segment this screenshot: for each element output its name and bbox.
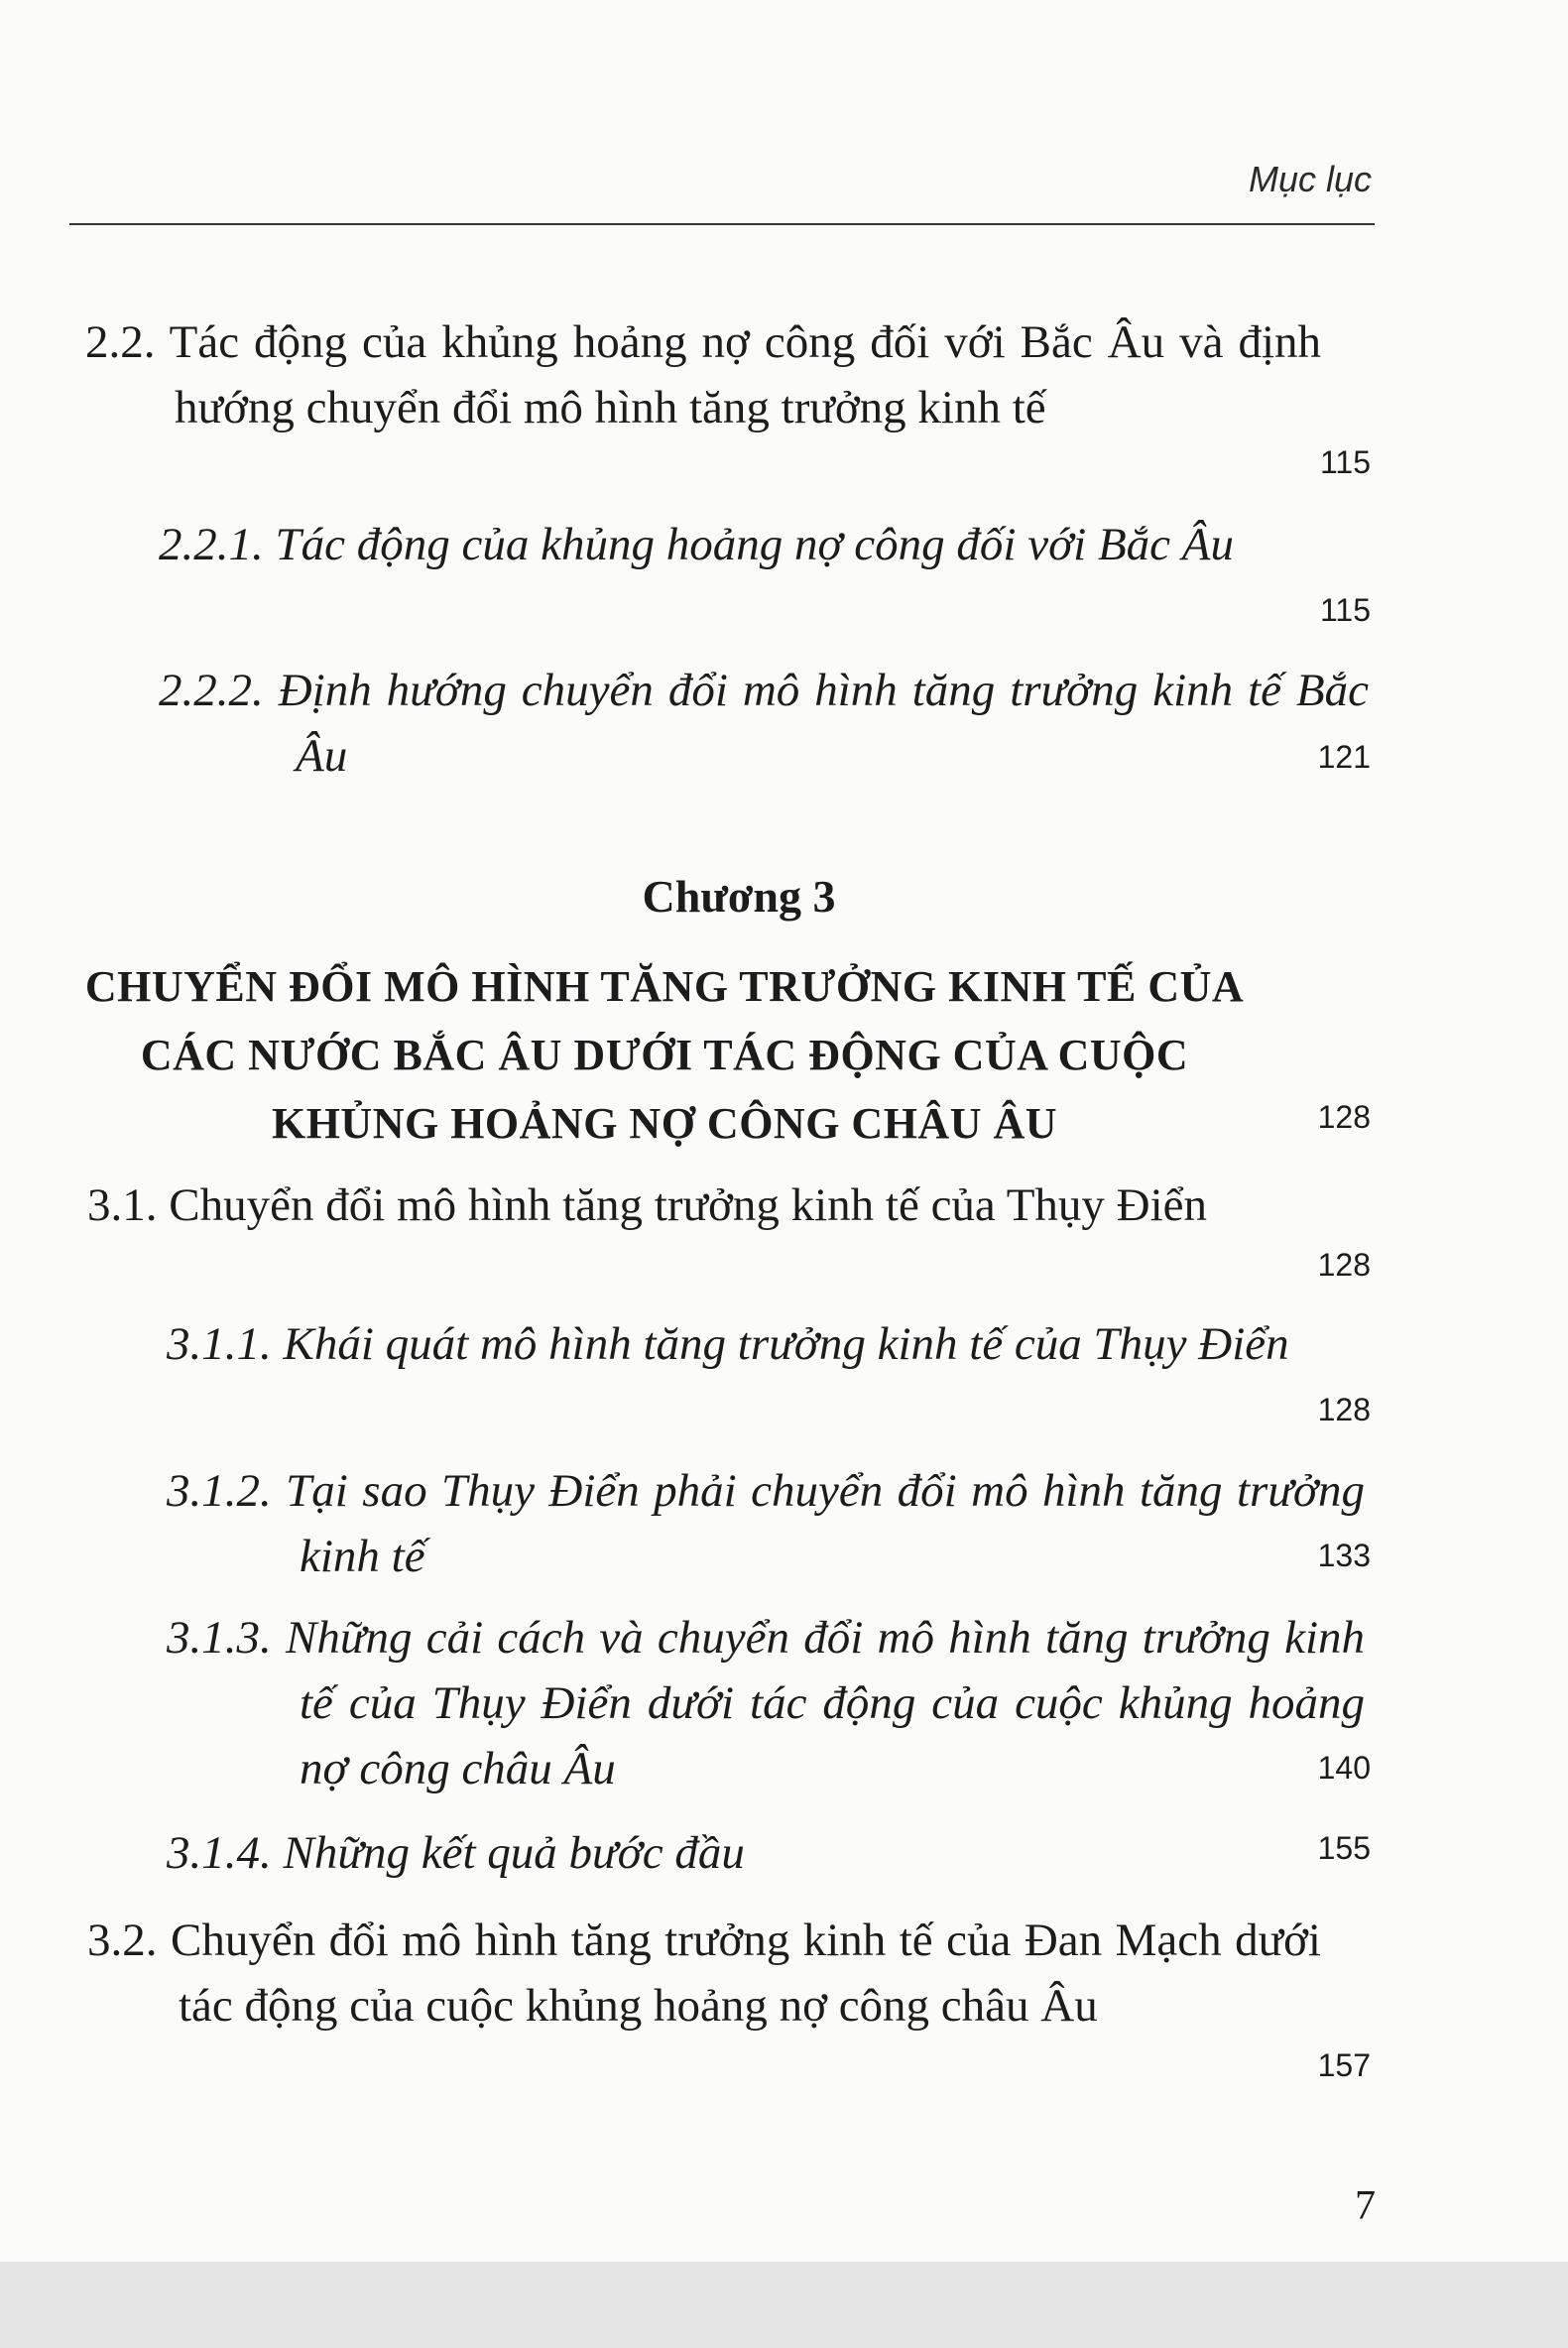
toc-entry-number: 2.2.2. (159, 665, 264, 716)
toc-entry-2-2-1 (159, 512, 1369, 577)
toc-entry-number: 3.1.3. (167, 1612, 272, 1664)
header-rule (69, 223, 1375, 225)
toc-page-number: 128 (1317, 1247, 1371, 1283)
toc-page-number: 115 (1319, 444, 1371, 480)
toc-entry-3-1-1 (167, 1311, 1365, 1377)
toc-page-number: 140 (1317, 1750, 1371, 1786)
toc-entry-number: 3.1.2. (167, 1465, 272, 1517)
toc-entry-number: 3.1. (87, 1179, 158, 1231)
scan-margin (0, 2262, 1568, 2348)
toc-entry-3-1-2 (167, 1458, 1365, 1589)
toc-page-number: 121 (1317, 739, 1371, 775)
chapter-title: CHUYỂN ĐỔI MÔ HÌNH TĂNG TRƯỞNG KINH TẾ CỦA CÁC NƯỚC BẮC ÂU DƯỚI TÁC ĐỘNG CỦA CUỘC KHỦNG HOẢNG NỢ CÔNG CHÂU ÂU (84, 962, 1245, 1148)
toc-page-number: 155 (1317, 1830, 1371, 1866)
toc-entry-3-1-4 (167, 1820, 1232, 1886)
toc-entry-text: Chuyển đổi mô hình tăng trưởng kinh tế của Thụy Điển (169, 1179, 1208, 1231)
toc-page-number: 128 (1317, 1392, 1371, 1427)
toc-entry-number: 2.2.1. (159, 519, 264, 570)
chapter-page-number: 128 (1317, 1099, 1371, 1135)
toc-entry-3-1 (87, 1173, 1321, 1238)
toc-page-number: 157 (1317, 2047, 1371, 2083)
toc-entry-3-2 (87, 1908, 1321, 2039)
chapter-label: Chương 3 (642, 871, 836, 922)
toc-entry-text: Khái quát mô hình tăng trưởng kinh tế của Thụy Điển (283, 1318, 1289, 1370)
toc-entry-2-2 (85, 309, 1321, 440)
toc-entry-text: Chuyển đổi mô hình tăng trưởng kinh tế của Đan Mạch dưới tác động của cuộc khủng hoảng nợ công châu Âu (170, 1915, 1321, 2032)
toc-entry-text: Tác động của khủng hoảng nợ công đối với Bắc Âu và định hướng chuyển đổi mô hình tăng trưởng kinh tế (169, 316, 1321, 433)
toc-entry-number: 3.1.1. (167, 1318, 272, 1370)
toc-entry-text: Những kết quả bước đầu (283, 1827, 745, 1879)
toc-page-number: 115 (1319, 592, 1371, 628)
toc-page-number: 133 (1317, 1538, 1371, 1573)
toc-entry-number: 3.1.4. (167, 1827, 272, 1879)
toc-entry-number: 3.2. (87, 1915, 158, 1966)
toc-entry-text: Tại sao Thụy Điển phải chuyển đổi mô hình tăng trưởng kinh tế (286, 1465, 1366, 1582)
page-number: 7 (1355, 2183, 1376, 2229)
toc-entry-2-2-2 (159, 658, 1369, 789)
toc-entry-text: Định hướng chuyển đổi mô hình tăng trưởng kinh tế Bắc Âu (278, 665, 1369, 782)
toc-entry-number: 2.2. (85, 316, 156, 368)
toc-entry-3-1-3 (167, 1605, 1365, 1801)
toc-entry-text: Những cải cách và chuyển đổi mô hình tăng trưởng kinh tế của Thụy Điển dưới tác động của cuộc khủng hoảng nợ công châu Âu (285, 1612, 1365, 1794)
toc-entry-text: Tác động của khủng hoảng nợ công đối với Bắc Âu (275, 519, 1235, 570)
running-header: Mục lục (1248, 159, 1372, 199)
